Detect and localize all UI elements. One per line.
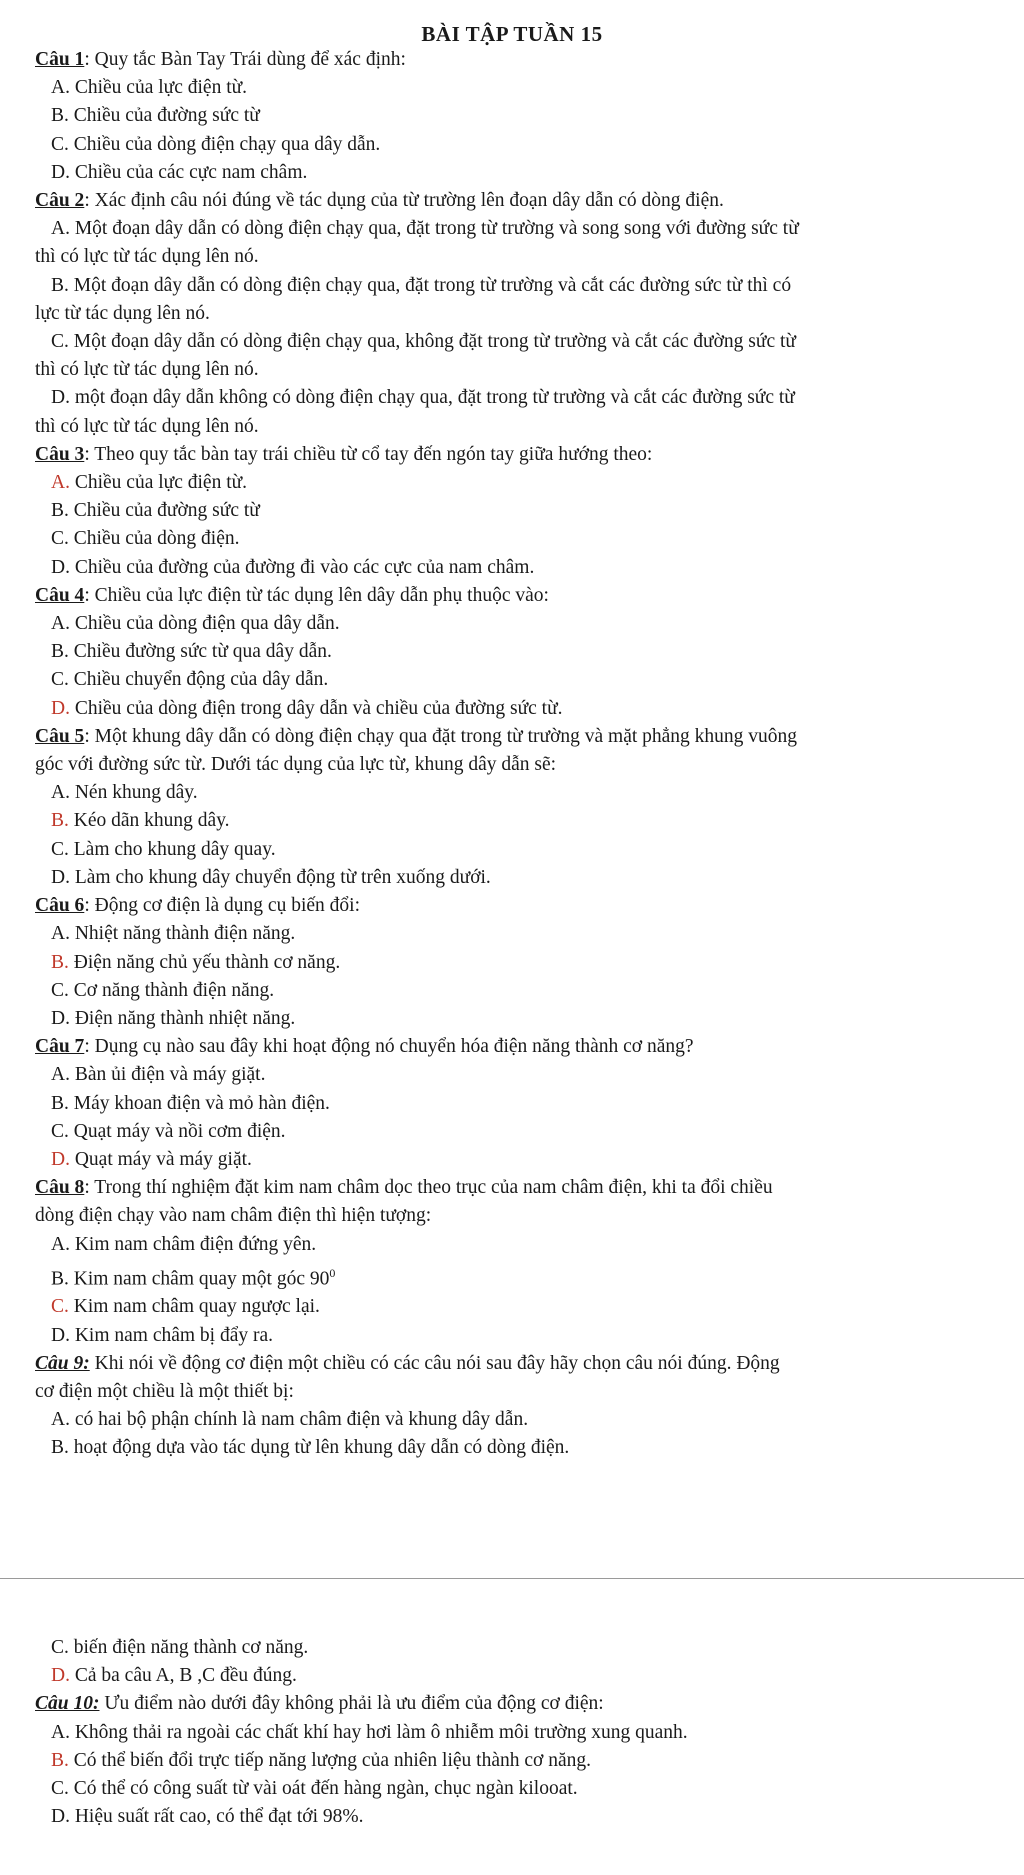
- q3-option-b: B. Chiều của đường sức từ: [51, 500, 260, 522]
- q8-option-c: C. Kim nam châm quay ngược lại.: [51, 1296, 320, 1318]
- q5-option-b: B. Kéo dãn khung dây.: [51, 810, 230, 832]
- question-2: Câu 2: Xác định câu nói đúng về tác dụng của từ trường lên đoạn dây dẫn có dòng điện.: [35, 190, 724, 212]
- q7-option-c: C. Quạt máy và nồi cơm điện.: [51, 1120, 286, 1142]
- q3-option-c: C. Chiều của dòng điện.: [51, 528, 240, 550]
- q3-option-d: D. Chiều của đường của đường đi vào các cực của nam châm.: [51, 556, 535, 578]
- q2-option-c-cont: thì có lực từ tác dụng lên nó.: [35, 359, 259, 381]
- q10-option-d: D. Hiệu suất rất cao, có thể đạt tới 98%.: [51, 1806, 364, 1828]
- q2-option-b-cont: lực từ tác dụng lên nó.: [35, 302, 210, 324]
- q4-option-a: A. Chiều của dòng điện qua dây dẫn.: [51, 613, 340, 635]
- q4-option-b: B. Chiều đường sức từ qua dây dẫn.: [51, 641, 332, 663]
- q9-option-c: C. biến điện năng thành cơ năng.: [51, 1637, 309, 1658]
- q9-option-b: B. hoạt động dựa vào tác dụng từ lên khung dây dẫn có dòng điện.: [51, 1437, 570, 1459]
- q8-option-d: D. Kim nam châm bị đẩy ra.: [51, 1324, 274, 1346]
- questions-block-top: [35, 46, 1015, 1463]
- questions-block-bottom: [35, 1634, 1015, 1831]
- q8-option-b: B. Kim nam châm quay một góc $90^0$: [51, 1265, 336, 1290]
- q5-option-d: D. Làm cho khung dây chuyển động từ trên xuống dưới.: [51, 866, 491, 888]
- q7-option-a: A. Bàn ủi điện và máy giặt.: [51, 1064, 266, 1086]
- q2-option-d-cont: thì có lực từ tác dụng lên nó.: [35, 415, 259, 437]
- q4-option-c: C. Chiều chuyển động của dây dẫn.: [51, 669, 329, 691]
- q7-option-d: D. Quạt máy và máy giặt.: [51, 1148, 252, 1170]
- q9-option-d: D. Cả ba câu A, B ,C đều đúng.: [51, 1665, 297, 1687]
- q2-option-a: A. Một đoạn dây dẫn có dòng điện chạy qua, đặt trong từ trường và song song với đường sức từ: [51, 218, 799, 240]
- q10-option-c: C. Có thể có công suất từ vài oát đến hàng ngàn, chục ngàn kilooat.: [51, 1778, 578, 1800]
- q6-option-d: D. Điện năng thành nhiệt năng.: [51, 1007, 296, 1029]
- q1-option-c: C. Chiều của dòng điện chạy qua dây dẫn.: [51, 133, 381, 155]
- question-1: Câu 1: Quy tắc Bàn Tay Trái dùng để xác định:: [35, 49, 406, 70]
- question-8: Câu 8: Trong thí nghiệm đặt kim nam châm dọc theo trục của nam châm điện, khi ta đổi chiều: [35, 1177, 773, 1199]
- question-3: Câu 3: Theo quy tắc bàn tay trái chiều từ cổ tay đến ngón tay giữa hướng theo:: [35, 443, 653, 465]
- question-5: Câu 5: Một khung dây dẫn có dòng điện chạy qua đặt trong từ trường và mặt phẳng khung vuông: [35, 725, 798, 747]
- q2-option-c: C. Một đoạn dây dẫn có dòng điện chạy qua, không đặt trong từ trường và cắt các đường sức từ: [51, 331, 796, 353]
- q9-option-a: A. có hai bộ phận chính là nam châm điện và khung dây dẫn.: [51, 1409, 529, 1431]
- q2-option-a-cont: thì có lực từ tác dụng lên nó.: [35, 246, 259, 268]
- question-5-cont: góc với đường sức từ. Dưới tác dụng của lực từ, khung dây dẫn sẽ:: [35, 754, 557, 776]
- q1-option-d: D. Chiều của các cực nam châm.: [51, 161, 308, 183]
- question-9: Câu 9: Khi nói về động cơ điện một chiều có các câu nói sau đây hãy chọn câu nói đúng. Động: [35, 1352, 780, 1374]
- question-4: Câu 4: Chiều của lực điện từ tác dụng lên dây dẫn phụ thuộc vào:: [35, 584, 549, 606]
- q5-option-c: C. Làm cho khung dây quay.: [51, 838, 276, 860]
- question-8-cont: dòng điện chạy vào nam châm điện thì hiện tượng:: [35, 1205, 432, 1227]
- q10-option-b: B. Có thể biến đổi trực tiếp năng lượng của nhiên liệu thành cơ năng.: [51, 1749, 591, 1771]
- q1-option-a: A. Chiều của lực điện từ.: [51, 77, 248, 99]
- q8-option-a: A. Kim nam châm điện đứng yên.: [51, 1233, 317, 1255]
- page-break-divider: [0, 1578, 1024, 1579]
- q6-option-b: B. Điện năng chủ yếu thành cơ năng.: [51, 951, 341, 973]
- q5-option-a: A. Nén khung dây.: [51, 782, 198, 804]
- question-7: Câu 7: Dụng cụ nào sau đây khi hoạt động nó chuyển hóa điện năng thành cơ năng?: [35, 1036, 694, 1058]
- q2-option-b: B. Một đoạn dây dẫn có dòng điện chạy qua, đặt trong từ trường và cắt các đường sức từ thì có: [51, 274, 792, 296]
- question-6: Câu 6: Động cơ điện là dụng cụ biến đổi:: [35, 895, 360, 917]
- q4-option-d: D. Chiều của dòng điện trong dây dẫn và chiều của đường sức từ.: [51, 697, 563, 719]
- q6-option-c: C. Cơ năng thành điện năng.: [51, 979, 275, 1001]
- q1-option-b: B. Chiều của đường sức từ: [51, 105, 260, 127]
- question-10: Câu 10: Ưu điểm nào dưới đây không phải là ưu điểm của động cơ điện:: [35, 1693, 604, 1715]
- q7-option-b: B. Máy khoan điện và mỏ hàn điện.: [51, 1092, 330, 1114]
- q3-option-a: A. Chiều của lực điện từ.: [51, 472, 248, 494]
- q6-option-a: A. Nhiệt năng thành điện năng.: [51, 923, 296, 945]
- page-title: BÀI TẬP TUẦN 15: [421, 22, 603, 46]
- question-9-cont: cơ điện một chiều là một thiết bị:: [35, 1381, 294, 1403]
- q2-option-d: D. một đoạn dây dẫn không có dòng điện chạy qua, đặt trong từ trường và cắt các đường sức từ: [51, 387, 795, 409]
- q10-option-a: A. Không thải ra ngoài các chất khí hay hơi làm ô nhiễm môi trường xung quanh.: [51, 1721, 688, 1743]
